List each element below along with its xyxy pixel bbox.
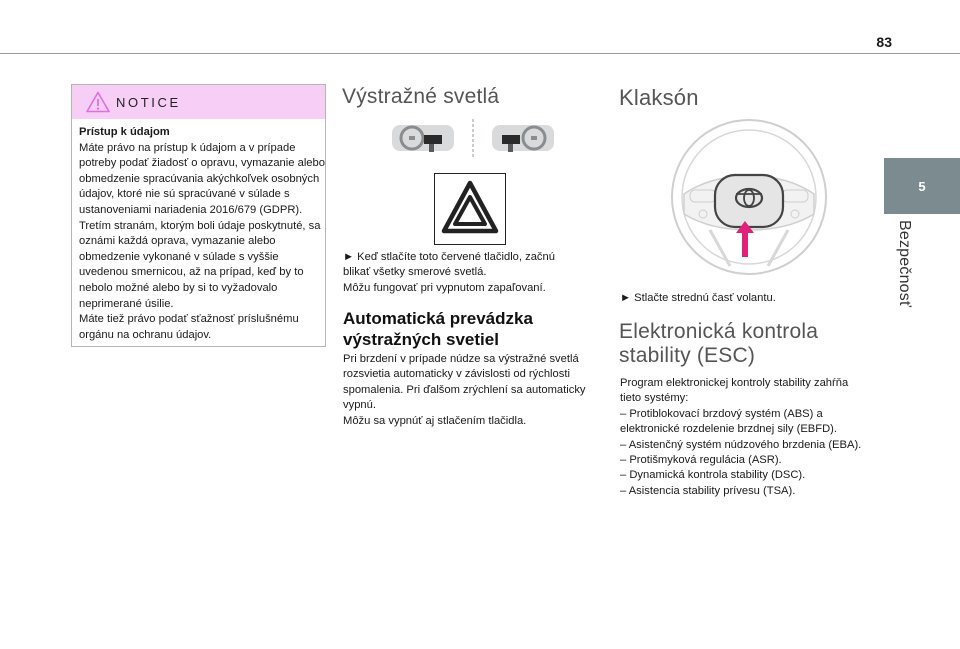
auto-hazard-text xyxy=(343,352,599,429)
horn-instruction: ► Stlačte strednú časť volantu. xyxy=(620,292,776,304)
hazard-instruction: ► Keď stlačíte toto červené tlačidlo, začnú blikať všetky smerové svetlá. xyxy=(343,251,555,279)
esc-item: – Asistenčný systém núdzového brzdenia (EBA). xyxy=(620,438,862,451)
notice-body xyxy=(79,125,325,343)
chapter-number: 5 xyxy=(918,178,926,194)
esc-item: – Protišmyková regulácia (ASR). xyxy=(620,454,782,467)
hazard-title: Výstražné svetlá xyxy=(342,85,500,108)
hazard-button-icon xyxy=(434,173,506,245)
notice-title: NOTICE xyxy=(116,94,181,110)
esc-item: – Dynamická kontrola stability (DSC). xyxy=(620,469,806,482)
chapter-tab[interactable] xyxy=(884,158,960,214)
notice-paragraph: Máte právo na prístup k údajom a v prípade potreby podať žiadosť o opravu, vymazanie alebo obmedzenie spracúvania akýchkoľvek osobných údajov, ktoré nie sú spracúvané v súlade s ustanoveniami nariadenia 2016/679 (GDPR). Tretím stranám, ktorým boli údaje poskytnuté, sa oznámi každá oprava, vymazanie alebo obmedzenie vykonané v súlade s vyššie uvedenou smernicou, až na prípad, keď by to nebolo možné alebo by si to vyžadovalo neprimerané úsilie. xyxy=(79,141,325,310)
notice-heading: Prístup k údajom xyxy=(79,126,170,138)
esc-text xyxy=(620,376,865,499)
esc-item: – Protiblokovací brzdový systém (ABS) a elektronické rozdelenie brzdnej sily (EBFD). xyxy=(620,407,837,436)
hazard-text xyxy=(343,250,575,296)
notice-paragraph: Máte tiež právo podať sťažnosť príslušnému orgánu na ochranu údajov. xyxy=(79,313,299,341)
esc-title: Elektronická kontrola stability (ESC) xyxy=(619,320,819,367)
steering-wheel-rhd-icon xyxy=(492,125,554,152)
chapter-label: Bezpečnosť xyxy=(896,220,913,308)
auto-hazard-paragraph: Pri brzdení v prípade núdze sa výstražné svetlá rozsvietia automaticky v závislosti od rýchlosti spomalenia. Pri ďalšom zrýchlení sa automaticky vypnú. xyxy=(343,353,586,412)
notice-box xyxy=(71,84,326,347)
auto-hazard-note: Môžu sa vypnúť aj stlačením tlačidla. xyxy=(343,414,527,427)
notice-header xyxy=(72,85,325,119)
esc-item: – Asistencia stability prívesu (TSA). xyxy=(620,484,796,497)
warning-triangle-icon xyxy=(86,91,110,113)
page-number: 83 xyxy=(876,34,892,50)
esc-intro: Program elektronickej kontroly stability zahŕňa tieto systémy: xyxy=(620,377,849,405)
auto-hazard-title: Automatická prevádzka výstražných svetiel xyxy=(343,309,533,349)
push-arrow-icon xyxy=(736,221,754,257)
header-rule xyxy=(0,53,960,54)
steering-wheel-position-illustration xyxy=(392,117,554,159)
hazard-note: Môžu fungovať pri vypnutom zapaľovaní. xyxy=(343,281,546,294)
steering-wheel-lhd-icon xyxy=(392,125,454,152)
horn-title: Klaksón xyxy=(619,85,699,110)
